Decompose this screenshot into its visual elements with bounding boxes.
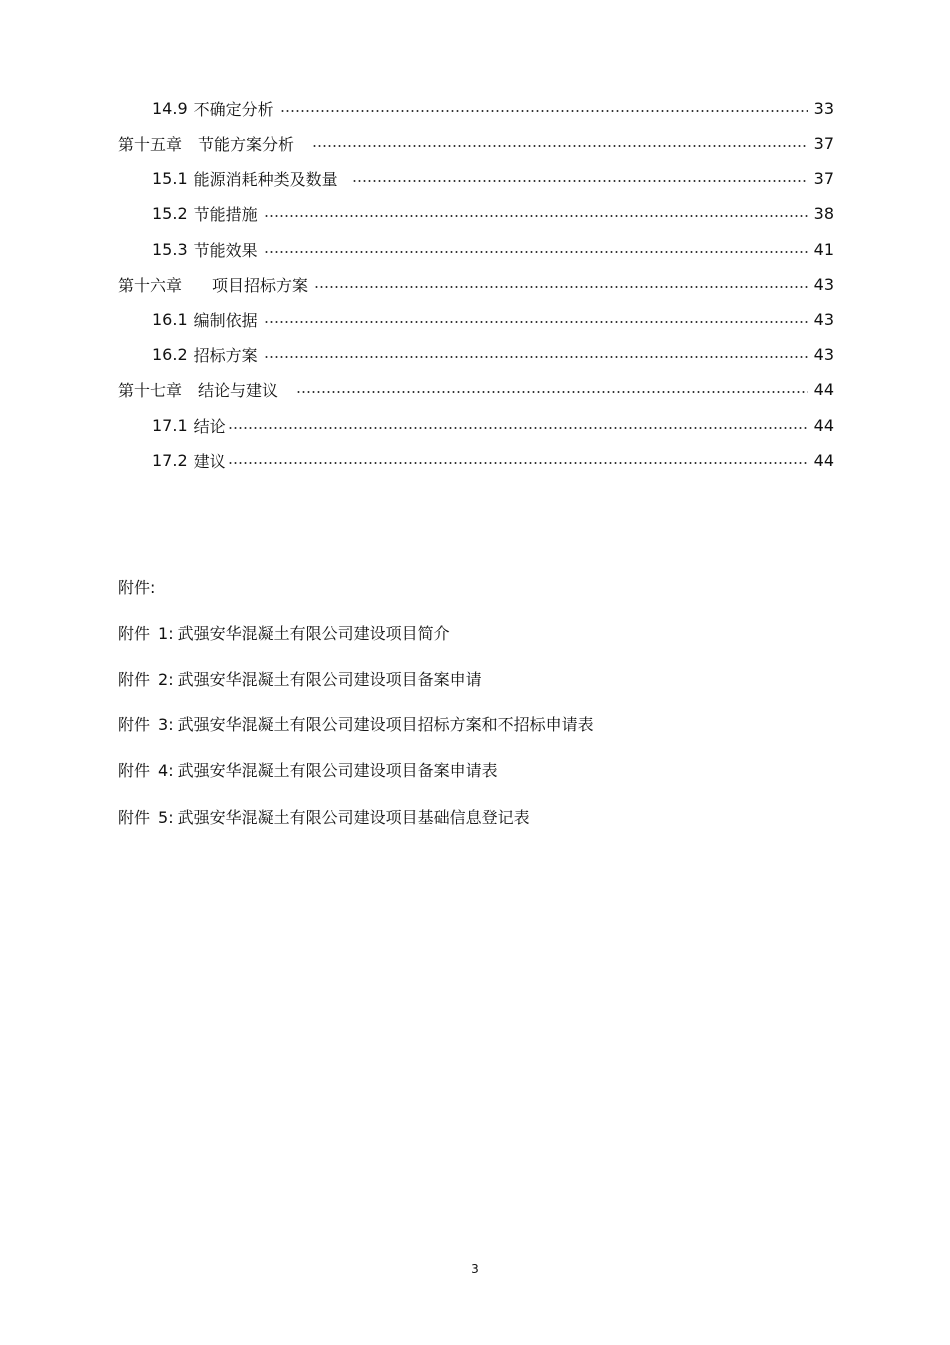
toc-dot-leader bbox=[314, 286, 808, 288]
toc-dot-leader bbox=[352, 180, 808, 182]
toc-entry[interactable] bbox=[152, 200, 834, 226]
toc-entry-page: 44 bbox=[813, 379, 834, 399]
attachments-heading: 附件: bbox=[118, 578, 156, 597]
attachment-item[interactable]: 附件 5: 武强安华混凝土有限公司建设项目基础信息登记表 bbox=[118, 808, 530, 827]
toc-entry-page: 44 bbox=[813, 450, 834, 470]
toc-dot-leader bbox=[228, 427, 808, 429]
page-number: 3 bbox=[471, 1262, 479, 1276]
toc-entry-number: 15.2 bbox=[152, 203, 188, 223]
attachment-number: 5 bbox=[158, 808, 169, 827]
toc-entry-title: 结论 bbox=[193, 416, 226, 436]
toc-dot-leader bbox=[264, 356, 808, 358]
toc-dot-leader bbox=[264, 321, 808, 323]
toc-entry-number: 14.9 bbox=[152, 98, 188, 118]
toc-chapter-number: 第十六章 bbox=[118, 275, 183, 295]
toc-chapter-title: 节能方案分析 bbox=[198, 134, 295, 154]
attachment-number: 1 bbox=[158, 624, 169, 643]
attachment-title: 武强安华混凝土有限公司建设项目简介 bbox=[177, 624, 450, 643]
toc-chapter-title: 项目招标方案 bbox=[212, 275, 309, 295]
toc-entry[interactable] bbox=[152, 306, 834, 332]
toc-entry[interactable] bbox=[152, 165, 834, 191]
toc-chapter-title: 结论与建议 bbox=[198, 380, 279, 400]
toc-chapter[interactable] bbox=[118, 271, 834, 297]
toc-entry[interactable] bbox=[152, 95, 834, 121]
toc-entry-page: 41 bbox=[813, 239, 834, 259]
toc-entry-page: 33 bbox=[813, 98, 834, 118]
toc-entry-page: 43 bbox=[813, 344, 834, 364]
toc-dot-leader bbox=[264, 215, 808, 217]
toc-entry-title: 能源消耗种类及数量 bbox=[193, 169, 338, 189]
toc-chapter[interactable] bbox=[118, 130, 834, 156]
toc-chapter-number: 第十五章 bbox=[118, 134, 183, 154]
attachment-title: 武强安华混凝土有限公司建设项目基础信息登记表 bbox=[177, 808, 530, 827]
toc-chapter[interactable] bbox=[118, 376, 834, 402]
toc-entry-title: 节能措施 bbox=[193, 204, 258, 224]
toc-entry-number: 15.3 bbox=[152, 239, 188, 259]
toc-entry-title: 节能效果 bbox=[193, 240, 258, 260]
toc-entry-number: 17.2 bbox=[152, 450, 188, 470]
toc-entry-page: 38 bbox=[813, 203, 834, 223]
attachment-title: 武强安华混凝土有限公司建设项目招标方案和不招标申请表 bbox=[177, 715, 594, 734]
attachment-prefix: 附件 bbox=[118, 670, 151, 689]
toc-entry-number: 15.1 bbox=[152, 168, 188, 188]
toc-entry-page: 44 bbox=[813, 415, 834, 435]
toc-entry-number: 16.1 bbox=[152, 309, 188, 329]
attachment-prefix: 附件 bbox=[118, 808, 151, 827]
toc-entry-title: 不确定分析 bbox=[193, 99, 274, 119]
toc-entry-number: 17.1 bbox=[152, 415, 188, 435]
toc-entry-number: 16.2 bbox=[152, 344, 188, 364]
attachment-title: 武强安华混凝土有限公司建设项目备案申请表 bbox=[177, 761, 498, 780]
toc-entry[interactable] bbox=[152, 236, 834, 262]
toc-entry-title: 建议 bbox=[193, 451, 226, 471]
attachment-prefix: 附件 bbox=[118, 715, 151, 734]
attachment-number: 2 bbox=[158, 670, 169, 689]
attachment-title: 武强安华混凝土有限公司建设项目备案申请 bbox=[177, 670, 482, 689]
toc-dot-leader bbox=[264, 251, 808, 253]
attachment-prefix: 附件 bbox=[118, 761, 151, 780]
toc-entry[interactable] bbox=[152, 447, 834, 473]
attachment-item[interactable]: 附件 2: 武强安华混凝土有限公司建设项目备案申请 bbox=[118, 670, 482, 689]
toc-dot-leader bbox=[280, 110, 808, 112]
toc-entry-title: 招标方案 bbox=[193, 345, 258, 365]
toc-entry-page: 37 bbox=[813, 168, 834, 188]
toc-entry-page: 43 bbox=[813, 309, 834, 329]
attachment-number: 3 bbox=[158, 715, 169, 734]
attachment-item[interactable]: 附件 4: 武强安华混凝土有限公司建设项目备案申请表 bbox=[118, 761, 498, 780]
toc-chapter-number: 第十七章 bbox=[118, 380, 183, 400]
attachment-number: 4 bbox=[158, 761, 169, 780]
toc-entry[interactable] bbox=[152, 341, 834, 367]
toc-entry-page: 43 bbox=[813, 274, 834, 294]
toc-dot-leader bbox=[228, 462, 808, 464]
toc-dot-leader bbox=[312, 145, 808, 147]
toc-entry-page: 37 bbox=[813, 133, 834, 153]
attachment-item[interactable]: 附件 3: 武强安华混凝土有限公司建设项目招标方案和不招标申请表 bbox=[118, 715, 594, 734]
toc-dot-leader bbox=[296, 391, 808, 393]
toc-entry[interactable] bbox=[152, 412, 834, 438]
attachment-item[interactable]: 附件 1: 武强安华混凝土有限公司建设项目简介 bbox=[118, 624, 450, 643]
toc-entry-title: 编制依据 bbox=[193, 310, 258, 330]
attachment-prefix: 附件 bbox=[118, 624, 151, 643]
